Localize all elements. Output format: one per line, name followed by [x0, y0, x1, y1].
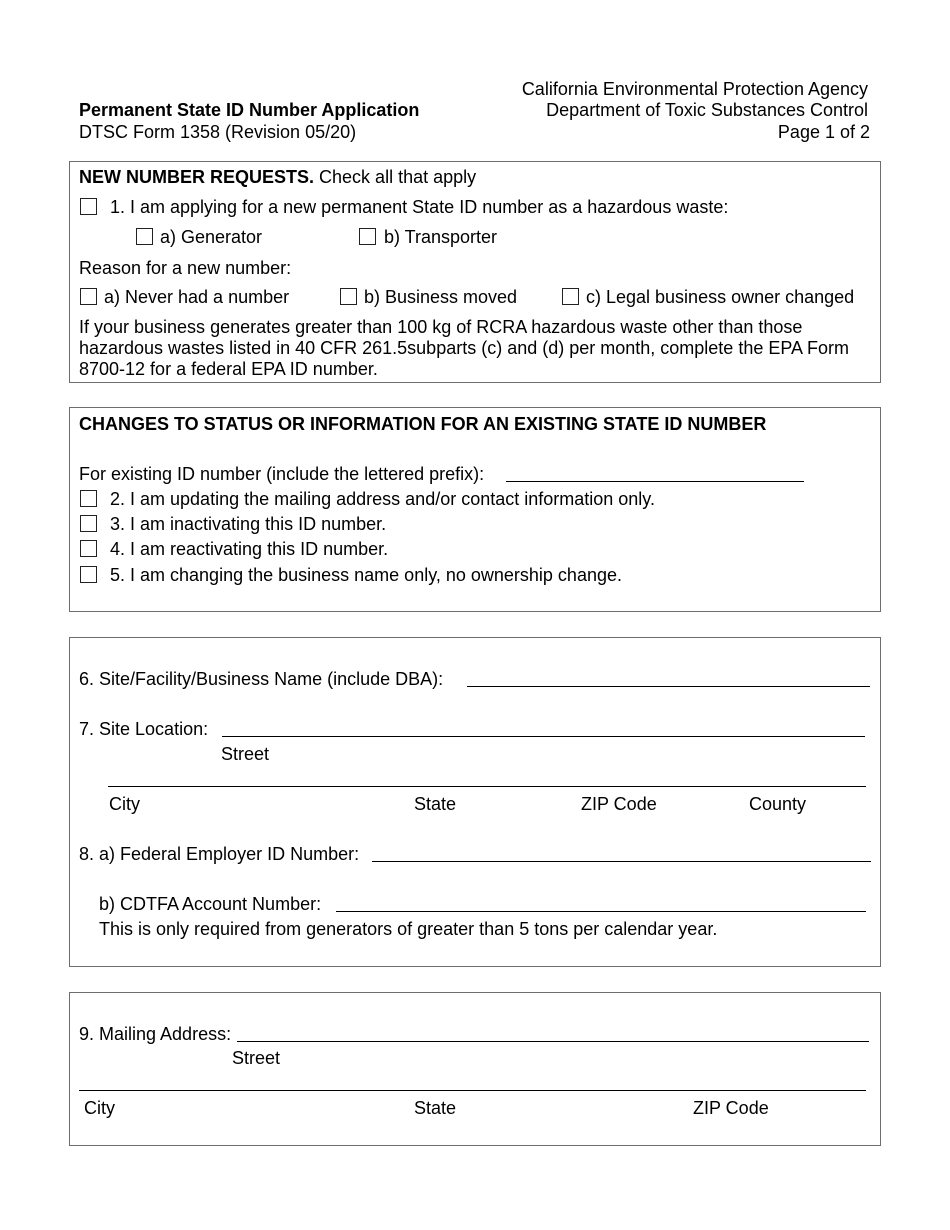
transporter-checkbox[interactable] — [359, 228, 376, 245]
reason-never-checkbox[interactable] — [80, 288, 97, 305]
cdtfa-account-input[interactable] — [336, 911, 866, 912]
item4-checkbox[interactable] — [80, 540, 97, 557]
site-city-caption: City — [109, 794, 140, 814]
mailing-state-caption: State — [414, 1098, 457, 1118]
agency-name: California Environmental Protection Agency — [521, 79, 868, 99]
form-title: Permanent State ID Number Application — [79, 100, 420, 120]
department-name: Department of Toxic Substances Control — [546, 100, 868, 120]
new-requests-heading-bold: NEW NUMBER REQUESTS. — [79, 167, 315, 187]
mailing-address-section — [69, 992, 881, 1146]
mailing-street-input[interactable] — [237, 1041, 869, 1042]
site-county-caption: County — [749, 794, 807, 814]
site-street-input[interactable] — [222, 736, 865, 737]
existing-id-input[interactable] — [506, 481, 804, 482]
reason-moved-label: b) Business moved — [364, 287, 518, 307]
item3-checkbox[interactable] — [80, 515, 97, 532]
mailing-city-caption: City — [84, 1098, 115, 1118]
item3-label: 3. I am inactivating this ID number. — [110, 514, 387, 534]
item8a-label: 8. a) Federal Employer ID Number: — [79, 844, 360, 864]
new-requests-heading-rest: Check all that apply — [319, 167, 477, 187]
item7-label: 7. Site Location: — [79, 719, 209, 739]
federal-employer-id-input[interactable] — [372, 861, 871, 862]
item6-label: 6. Site/Facility/Business Name (include DBA): — [79, 669, 444, 689]
reason-owner-changed-checkbox[interactable] — [562, 288, 579, 305]
item8b-label: b) CDTFA Account Number: — [99, 894, 322, 914]
item5-label: 5. I am changing the business name only, no ownership change. — [110, 565, 622, 585]
reason-owner-changed-label: c) Legal business owner changed — [586, 287, 855, 307]
mailing-street-caption: Street — [232, 1048, 281, 1068]
form-number: DTSC Form 1358 (Revision 05/20) — [79, 122, 357, 142]
site-state-caption: State — [414, 794, 457, 814]
epa-form-note: If your business generates greater than 100 kg of RCRA hazardous waste other than those hazardous wastes listed in 40 CFR 261.5subparts (c) and (d) per month, complete the EPA Form 8700-12 for a federal EPA ID number. — [79, 317, 850, 379]
site-zip-caption: ZIP Code — [581, 794, 657, 814]
item9-label: 9. Mailing Address: — [79, 1024, 232, 1044]
mailing-city-state-zip-input[interactable] — [79, 1090, 866, 1091]
item1-checkbox[interactable] — [80, 198, 97, 215]
site-city-state-zip-county-input[interactable] — [108, 786, 866, 787]
transporter-label: b) Transporter — [384, 227, 498, 247]
reason-moved-checkbox[interactable] — [340, 288, 357, 305]
item4-label: 4. I am reactivating this ID number. — [110, 539, 389, 559]
existing-id-label: For existing ID number (include the lettered prefix): — [79, 464, 485, 484]
mailing-zip-caption: ZIP Code — [693, 1098, 769, 1118]
generator-label: a) Generator — [160, 227, 263, 247]
page-number: Page 1 of 2 — [777, 122, 870, 142]
item2-checkbox[interactable] — [80, 490, 97, 507]
site-street-caption: Street — [221, 744, 270, 764]
item1-label: 1. I am applying for a new permanent State ID number as a hazardous waste: — [110, 197, 729, 217]
business-name-input[interactable] — [467, 686, 870, 687]
generator-checkbox[interactable] — [136, 228, 153, 245]
changes-heading: CHANGES TO STATUS OR INFORMATION FOR AN EXISTING STATE ID NUMBER — [79, 414, 767, 434]
new-requests-heading — [79, 168, 476, 186]
item5-checkbox[interactable] — [80, 566, 97, 583]
reason-never-label: a) Never had a number — [104, 287, 290, 307]
item2-label: 2. I am updating the mailing address and/or contact information only. — [110, 489, 655, 509]
reason-label: Reason for a new number: — [79, 258, 292, 278]
item8b-note: This is only required from generators of greater than 5 tons per calendar year. — [99, 919, 718, 939]
